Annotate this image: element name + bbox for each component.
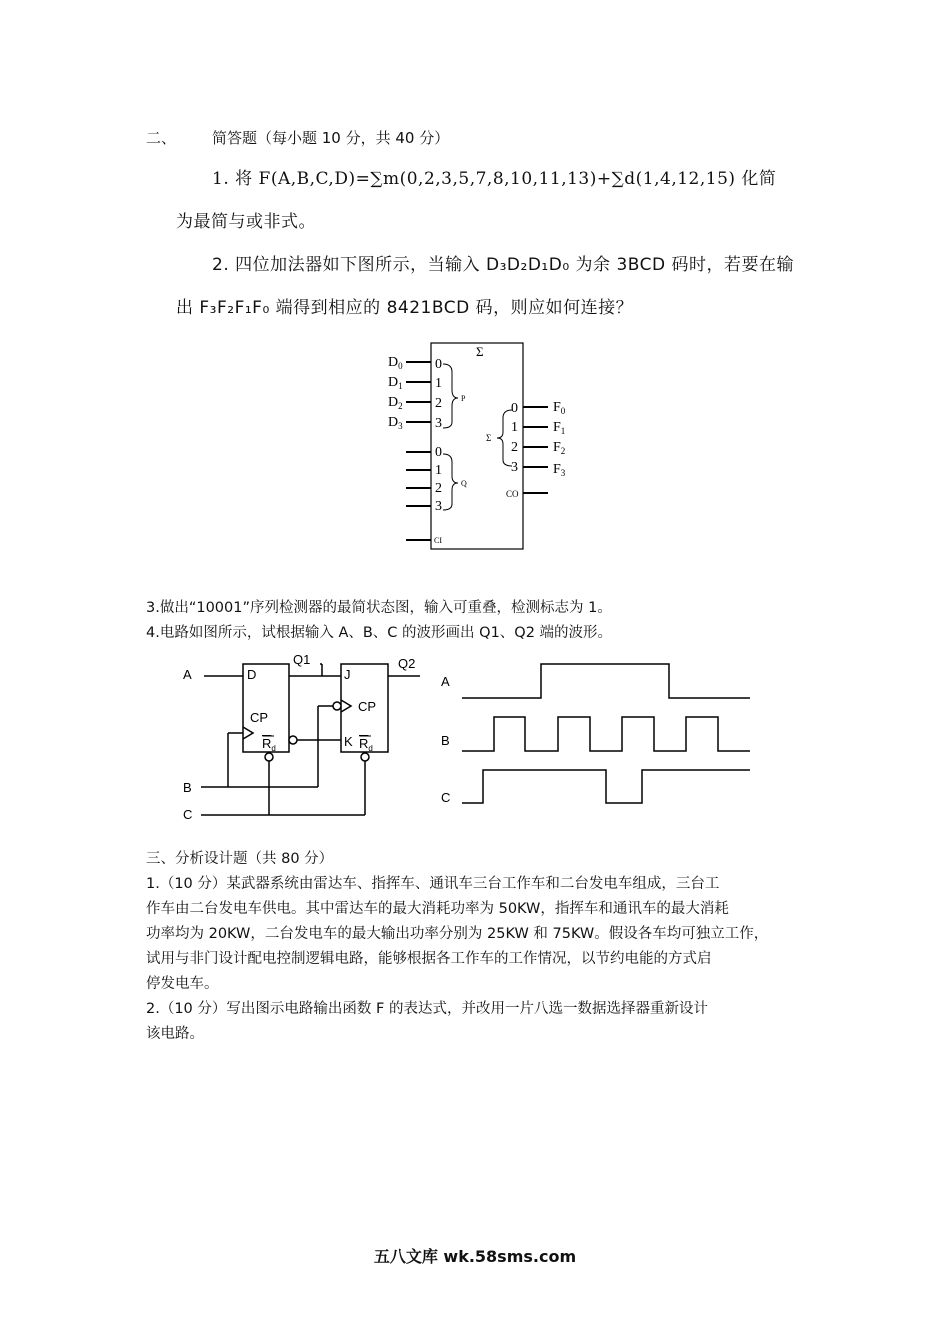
adder-sigma-label: Σ [476, 344, 484, 359]
problem-2-line-2: 该电路。 [146, 1026, 204, 1042]
four-bit-adder-diagram [380, 336, 580, 556]
question-3: 3.做出“10001”序列检测器的最简状态图，输入可重叠，检测标志为 1。 [146, 600, 612, 616]
problem-1-line-2: 作车由二台发电车供电。其中雷达车的最大消耗功率为 50KW，指挥车和通讯车的最大消耗 [146, 901, 729, 917]
question-1-line-2: 为最简与或非式。 [176, 212, 316, 232]
q1-output-label: Q1 [293, 652, 311, 667]
question-2-line-1: 2. 四位加法器如下图所示，当输入 D₃D₂D₁D₀ 为余 3BCD 码时，若要在输 [212, 255, 794, 275]
section-title: 简答题（每小题 10 分，共 40 分） [212, 129, 450, 147]
sum-pin-0: 0 [511, 401, 518, 416]
question-4: 4.电路如图所示，试根据输入 A、B、C 的波形画出 Q1、Q2 端的波形。 [146, 625, 613, 641]
circuit-input-a: A [183, 667, 192, 682]
input-d2: $D_2$ [388, 395, 403, 411]
ff2-j-pin: J [344, 667, 351, 682]
q-pin-3: 3 [435, 499, 442, 514]
ff1-rd-pin: $R_d$ [262, 736, 276, 753]
question-2-line-2: 出 F₃F₂F₁F₀ 端得到相应的 8421BCD 码，则应如何连接？ [176, 298, 634, 318]
ff2-k-pin: K [344, 734, 353, 749]
sum-pin-2: 2 [511, 440, 518, 455]
input-d0: $D_0$ [388, 355, 403, 371]
output-f0: $F_0$ [553, 400, 566, 416]
sum-group-label: Σ [486, 433, 492, 443]
input-waveforms [430, 655, 760, 815]
waveform-label-b: B [441, 733, 450, 748]
q2-output-label: Q2 [398, 656, 416, 671]
output-f3: $F_3$ [553, 462, 566, 478]
problem-1-line-3: 功率均为 20KW，二台发电车的最大输出功率分别为 25KW 和 75KW。假设各车均可独立工作， [146, 926, 769, 942]
ff1-cp-pin: CP [250, 710, 269, 725]
problem-1-line-1: 1.（10 分）某武器系统由雷达车、指挥车、通讯车三台工作车和二台发电车组成，三台工 [146, 876, 720, 892]
problem-1-line-5: 停发电车。 [146, 976, 219, 992]
section-3-title: 三、分析设计题（共 80 分） [146, 851, 334, 867]
sum-pin-1: 1 [511, 420, 518, 435]
waveform-c [462, 770, 750, 803]
output-f1: $F_1$ [553, 420, 566, 436]
problem-1-line-4: 试用与非门设计配电控制逻辑电路，能够根据各工作车的工作情况，以节约电能的方式启 [146, 951, 712, 967]
q-pin-0: 0 [435, 445, 442, 460]
question-1-line-1: 1. 将 F(A,B,C,D)=∑m(0,2,3,5,7,8,10,11,13)+∑d(1,4,12,15) 化简 [212, 169, 777, 189]
output-f2: $F_2$ [553, 440, 566, 456]
sum-pin-3: 3 [511, 460, 518, 475]
p-pin-3: 3 [435, 416, 442, 431]
p-group-label: P [461, 394, 466, 403]
ff2-rd-pin: $R_d$ [359, 736, 373, 753]
waveform-label-c: C [441, 790, 451, 805]
waveform-a [462, 664, 750, 698]
q-pin-1: 1 [435, 463, 442, 478]
co-label: CO [506, 489, 519, 499]
q-group-label: Q [461, 479, 467, 488]
waveform-b [462, 717, 750, 751]
p-pin-0: 0 [435, 357, 442, 372]
ff1-d-pin: D [247, 667, 257, 682]
waveform-label-a: A [441, 674, 450, 689]
section-number: 二、 [146, 129, 177, 147]
p-pin-1: 1 [435, 376, 442, 391]
problem-2-line-1: 2.（10 分）写出图示电路输出函数 F 的表达式，并改用一片八选一数据选择器重新设计 [146, 1001, 708, 1017]
circuit-input-c: C [183, 807, 193, 822]
p-pin-2: 2 [435, 396, 442, 411]
input-d3: $D_3$ [388, 415, 403, 431]
circuit-input-b: B [183, 780, 192, 795]
ci-label: CI [434, 536, 442, 545]
footer-watermark: 五八文库 wk.58sms.com [373, 1247, 577, 1266]
input-d1: $D_1$ [388, 375, 403, 391]
q-pin-2: 2 [435, 481, 442, 496]
ff2-cp-pin: CP [358, 699, 377, 714]
flip-flop-circuit [175, 650, 425, 830]
